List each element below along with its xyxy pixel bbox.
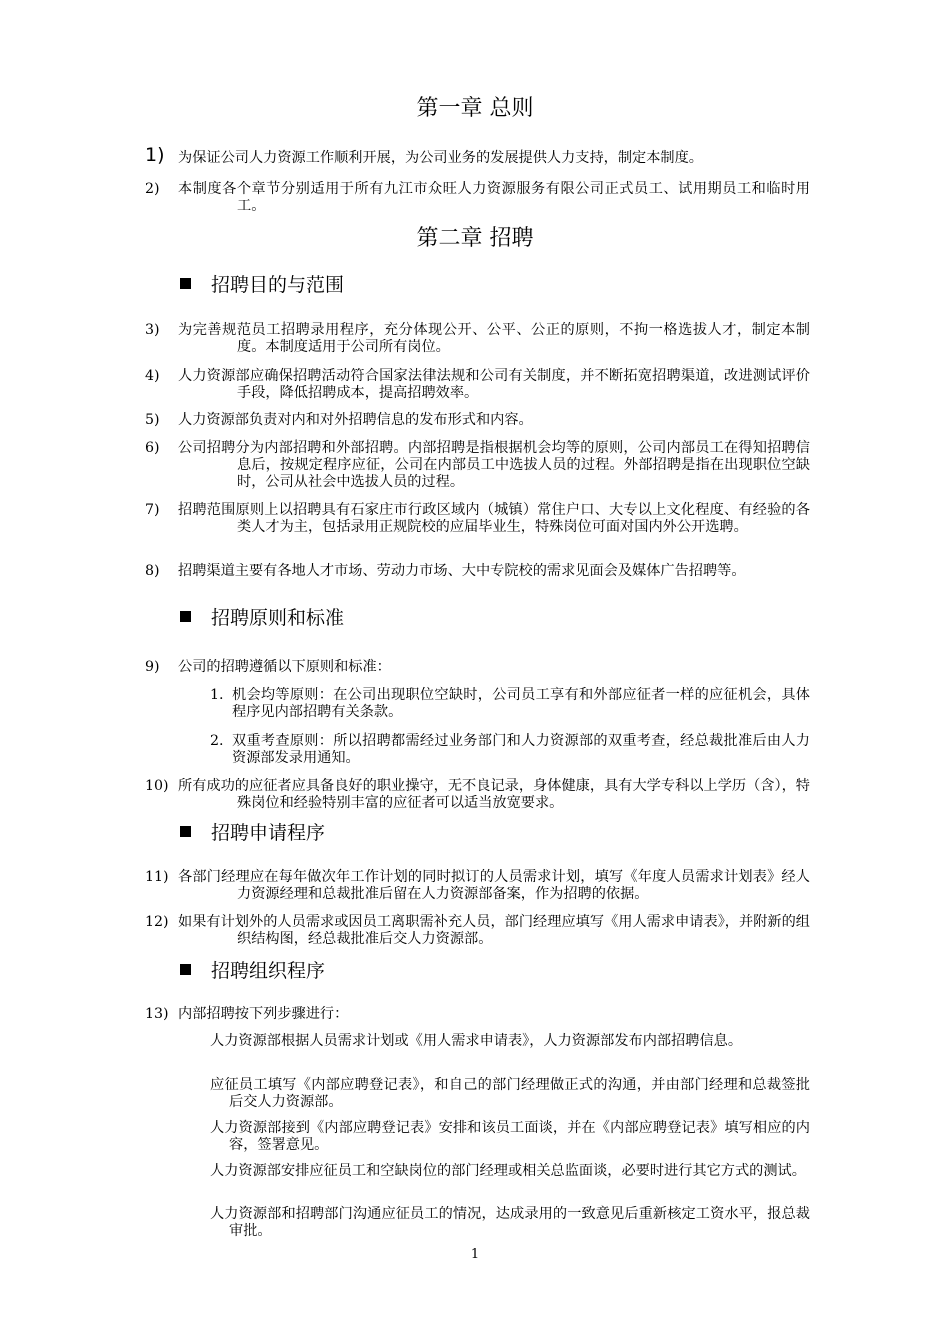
- clause: [145, 144, 810, 167]
- clause: [145, 502, 810, 536]
- clause-text: 各部门经理应在每年做次年工作计划的同时拟订的人员需求计划，填写《年度人员需求计划表》经人力资源经理和总裁批准后留在人力资源部备案，作为招聘的依据。: [178, 869, 810, 902]
- clause: [145, 914, 810, 948]
- procedure-step: 人力资源部安排应征员工和空缺岗位的部门经理或相关总监面谈，必要时进行其它方式的测试。: [210, 1163, 806, 1179]
- clause: [145, 322, 810, 356]
- chapter-title: 第一章 总则: [416, 96, 534, 121]
- clause-text: 本制度各个章节分别适用于所有九江市众旺人力资源服务有限公司正式员工、试用期员工和临时用工。: [178, 181, 810, 214]
- principle-number: 2.: [210, 733, 224, 749]
- section-heading: [180, 820, 325, 846]
- clause: [145, 181, 810, 215]
- principle-item: [210, 687, 810, 721]
- section-title: 招聘目的与范围: [211, 274, 345, 296]
- section-heading: [180, 958, 325, 984]
- clause: [145, 659, 810, 676]
- clause-number: 6): [145, 440, 160, 456]
- principle-text: 机会均等原则：在公司出现职位空缺时，公司员工享有和外部应征者一样的应征机会，具体程序见内部招聘有关条款。: [232, 687, 810, 720]
- clause-number: 10): [145, 778, 169, 794]
- clause: [145, 440, 810, 491]
- page-number: 1: [470, 1247, 480, 1262]
- clause-number: 5): [145, 412, 160, 428]
- clause-text: 人力资源部应确保招聘活动符合国家法律法规和公司有关制度，并不断拓宽招聘渠道，改进测试评价手段，降低招聘成本，提高招聘效率。: [178, 368, 810, 401]
- section-heading: [180, 605, 344, 631]
- square-bullet-icon: [180, 826, 191, 837]
- procedure-step: 人力资源部接到《内部应聘登记表》安排和该员工面谈，并在《内部应聘登记表》填写相应的内容，签署意见。: [210, 1120, 810, 1153]
- clause-text: 为完善规范员工招聘录用程序，充分体现公开、公平、公正的原则，不拘一格选拔人才，制定本制度。本制度适用于公司所有岗位。: [178, 322, 810, 355]
- clause-text: 公司的招聘遵循以下原则和标准：: [178, 659, 391, 675]
- clause-number: 7): [145, 502, 160, 518]
- clause: [145, 869, 810, 903]
- section-title: 招聘组织程序: [211, 960, 326, 982]
- clause: [145, 368, 810, 402]
- section-heading: [180, 272, 344, 298]
- clause-text: 所有成功的应征者应具备良好的职业操守，无不良记录，身体健康，具有大学专科以上学历（含），特殊岗位和经验特别丰富的应征者可以适当放宽要求。: [178, 778, 810, 811]
- principle-number: 1.: [210, 687, 224, 703]
- clause-text: 人力资源部负责对内和对外招聘信息的发布形式和内容。: [178, 412, 533, 428]
- clause: [145, 778, 810, 812]
- square-bullet-icon: [180, 278, 191, 289]
- clause-number: 12): [145, 914, 169, 930]
- principle-text: 双重考查原则：所以招聘都需经过业务部门和人力资源部的双重考查，经总裁批准后由人力资源部发录用通知。: [232, 733, 810, 766]
- clause-number: 11): [145, 869, 169, 885]
- clause-number: 2): [145, 181, 160, 197]
- clause: [145, 412, 810, 429]
- clause: [145, 563, 810, 580]
- clause-number: 9): [145, 659, 160, 675]
- square-bullet-icon: [180, 964, 191, 975]
- clause-number: 13): [145, 1006, 169, 1022]
- clause-text: 为保证公司人力资源工作顺利开展，为公司业务的发展提供人力支持，制定本制度。: [178, 150, 703, 166]
- section-title: 招聘申请程序: [211, 822, 326, 844]
- clause: [145, 1006, 810, 1023]
- clause-text: 招聘范围原则上以招聘具有石家庄市行政区域内（城镇）常住户口、大专以上文化程度、有经验的各类人才为主，包括录用正规院校的应届毕业生，特殊岗位可面对国内外公开选聘。: [178, 502, 810, 535]
- section-title: 招聘原则和标准: [211, 607, 345, 629]
- procedure-step: 应征员工填写《内部应聘登记表》，和自己的部门经理做正式的沟通，并由部门经理和总裁签批后交人力资源部。: [210, 1077, 810, 1110]
- principle-item: [210, 733, 810, 767]
- square-bullet-icon: [180, 611, 191, 622]
- clause-text: 如果有计划外的人员需求或因员工离职需补充人员，部门经理应填写《用人需求申请表》，并附新的组织结构图，经总裁批准后交人力资源部。: [178, 914, 810, 947]
- clause-number: 4): [145, 368, 160, 384]
- procedure-step: 人力资源部根据人员需求计划或《用人需求申请表》，人力资源部发布内部招聘信息。: [210, 1033, 743, 1049]
- clause-text: 招聘渠道主要有各地人才市场、劳动力市场、大中专院校的需求见面会及媒体广告招聘等。: [178, 563, 746, 579]
- clause-number: 3): [145, 322, 160, 338]
- procedure-step: 人力资源部和招聘部门沟通应征员工的情况，达成录用的一致意见后重新核定工资水平，报总裁审批。: [210, 1206, 810, 1239]
- chapter-title: 第二章 招聘: [416, 226, 534, 251]
- clause-text: 公司招聘分为内部招聘和外部招聘。内部招聘是指根据机会均等的原则，公司内部员工在得知招聘信息后，按规定程序应征，公司在内部员工中选拔人员的过程。外部招聘是指在出现职位空缺时，公司从社会中选拔人员的过程。: [178, 440, 810, 490]
- clause-number: 1): [145, 144, 165, 166]
- clause-text: 内部招聘按下列步骤进行：: [178, 1006, 349, 1022]
- clause-number: 8): [145, 563, 160, 579]
